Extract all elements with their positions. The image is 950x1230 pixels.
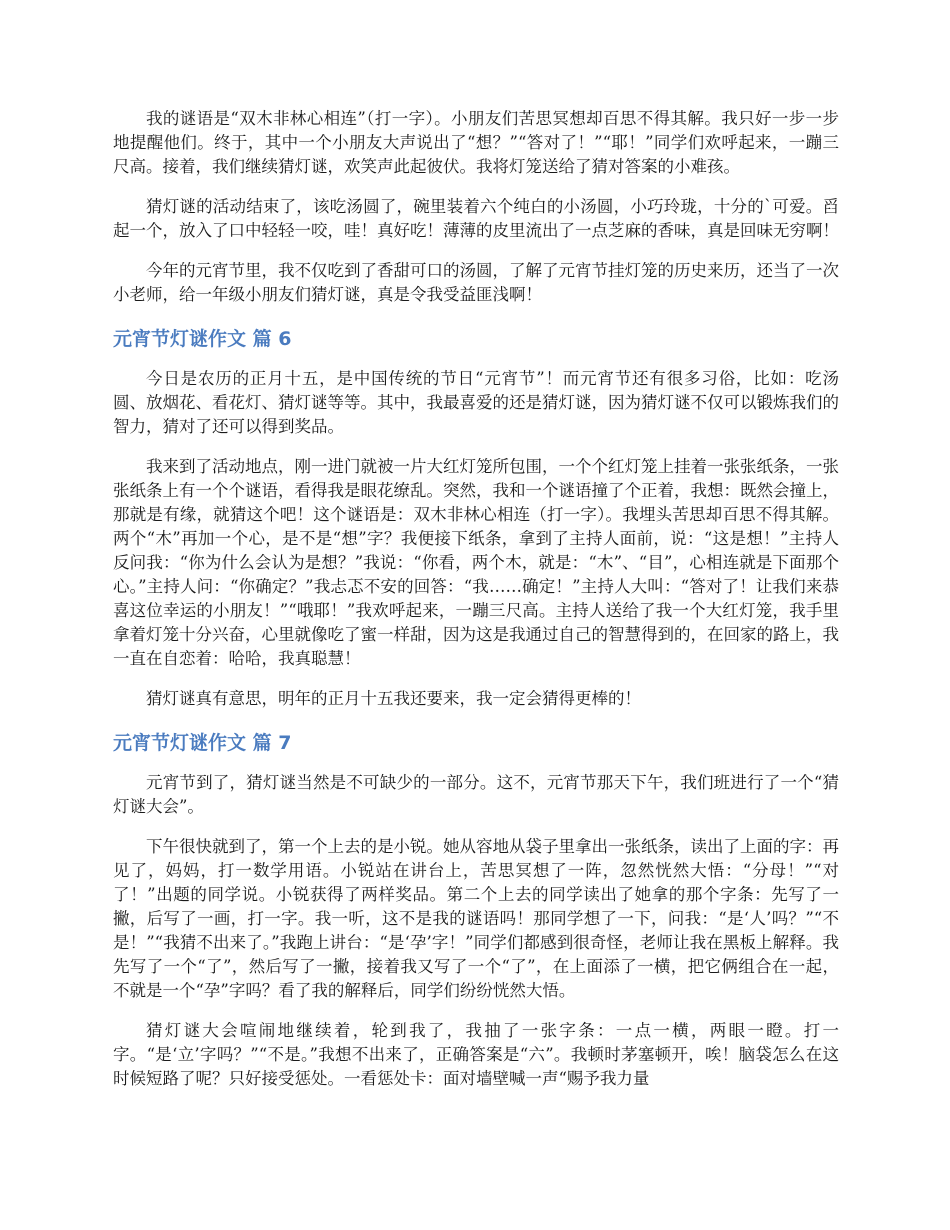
paragraph: 猜灯谜大会喧闹地继续着，轮到我了，我抽了一张字条：一点一横，两眼一瞪。打一字。“是‘立’字吗？”“不是。”我想不出来了，正确答案是“六”。我顿时茅塞顿开，唉！脑袋怎么在这时候短路了呢？只好接受惩处。一看惩处卡：面对墙壁喊一声“赐予我力量 bbox=[113, 1021, 839, 1088]
paragraph: 今日是农历的正月十五，是中国传统的节日“元宵节”！而元宵节还有很多习俗，比如：吃汤圆、放烟花、看花灯、猜灯谜等等。其中，我最喜爱的还是猜灯谜，因为猜灯谜不仅可以锻炼我们的智力，猜对了还可以得到奖品。 bbox=[113, 369, 839, 436]
section-heading-6: 元宵节灯谜作文 篇 6 bbox=[113, 328, 292, 350]
paragraph: 猜灯谜真有意思，明年的正月十五我还要来，我一定会猜得更棒的！ bbox=[146, 689, 641, 708]
paragraph: 元宵节到了，猜灯谜当然是不可缺少的一部分。这不，元宵节那天下午，我们班进行了一个“猜灯谜大会”。 bbox=[113, 773, 839, 816]
paragraph: 我来到了活动地点，刚一进门就被一片大红灯笼所包围，一个个红灯笼上挂着一张张纸条，一张张纸条上有一个个谜语，看得我是眼花缭乱。突然，我和一个谜语撞了个正着，我想：既然会撞上，那就是有缘，就猜这个吧！这个谜语是：双木非林心相连（打一字）。我埋头苦思却百思不得其解。两个“木”再加一个心，是不是“想”字？我便接下纸条，拿到了主持人面前，说：“这是想！”主持人反问我：“你为什么会认为是想？”我说：“你看，两个木，就是：“木”、“目”，心相连就是下面那个心。”主持人问：“你确定？”我忐忑不安的回答：“我……确定！”主持人大叫：“答对了！让我们来恭喜这位幸运的小朋友！”“哦耶！”我欢呼起来，一蹦三尺高。主持人送给了我一个大红灯笼，我手里拿着灯笼十分兴奋，心里就像吃了蜜一样甜，因为这是我通过自己的智慧得到的，在回家的路上，我一直在自恋着：哈哈，我真聪慧！ bbox=[113, 457, 839, 668]
document-page bbox=[113, 107, 839, 1107]
section-heading-7: 元宵节灯谜作文 篇 7 bbox=[113, 732, 292, 754]
paragraph: 我的谜语是“双木非林心相连”（打一字）。小朋友们苦思冥想却百思不得其解。我只好一步一步地提醒他们。终于，其中一个小朋友大声说出了“想？”“答对了！”“耶！”同学们欢呼起来，一蹦三尺高。接着，我们继续猜灯谜，欢笑声此起彼伏。我将灯笼送给了猜对答案的小难孩。 bbox=[113, 109, 839, 176]
paragraph: 下午很快就到了，第一个上去的是小锐。她从容地从袋子里拿出一张纸条，读出了上面的字：再见了，妈妈，打一数学用语。小锐站在讲台上，苦思冥想了一阵，忽然恍然大悟：“分母！”“对了！”出题的同学说。小锐获得了两样奖品。第二个上去的同学读出了她拿的那个字条：先写了一撇，后写了一画，打一字。我一听，这不是我的谜语吗！那同学想了一下，问我：“是‘人’吗？”“不是！”“我猜不出来了。”我跑上讲台：“是‘孕’字！”同学们都感到很奇怪，老师让我在黑板上解释。我先写了一个“了”，然后写了一撇，接着我又写了一个“了”，在上面添了一横，把它俩组合在一起，不就是一个“孕”字吗？看了我的解释后，同学们纷纷恍然大悟。 bbox=[113, 837, 839, 1000]
paragraph: 猜灯谜的活动结束了，该吃汤圆了，碗里装着六个纯白的小汤圆，小巧玲珑，十分的`可爱。舀起一个，放入了口中轻轻一咬，哇！真好吃！薄薄的皮里流出了一点芝麻的香味，真是回味无穷啊！ bbox=[113, 197, 839, 240]
paragraph: 今年的元宵节里，我不仅吃到了香甜可口的汤圆，了解了元宵节挂灯笼的历史来历，还当了一次小老师，给一年级小朋友们猜灯谜，真是令我受益匪浅啊！ bbox=[113, 261, 839, 304]
